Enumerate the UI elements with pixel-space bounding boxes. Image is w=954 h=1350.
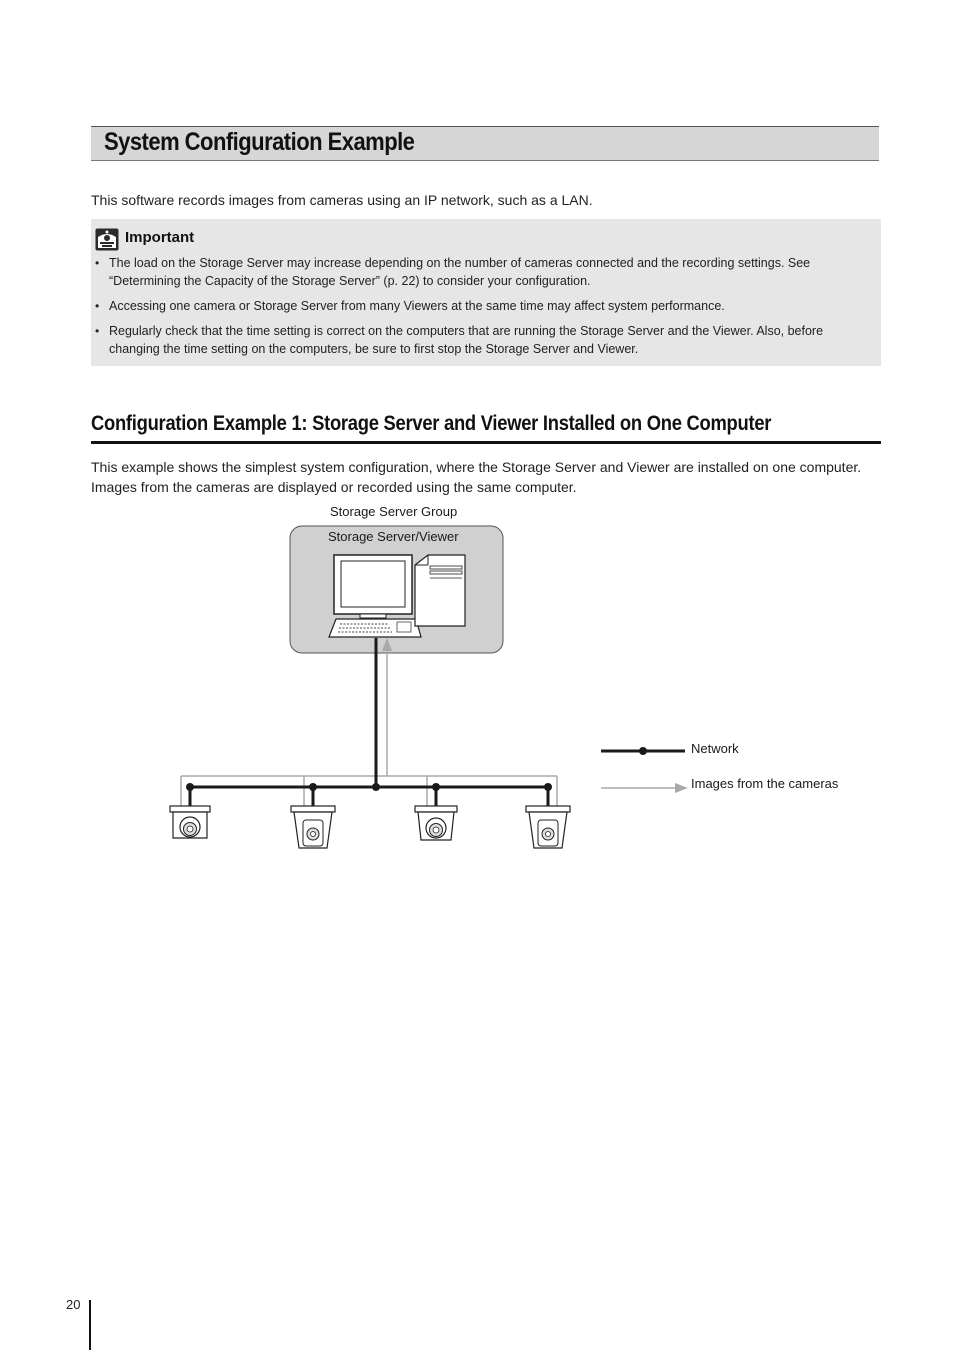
images-from-cameras-lines — [181, 648, 557, 806]
example1-heading-text: Configuration Example 1: Storage Server and Viewer Installed on One Computer — [91, 412, 772, 435]
monitor-icon — [334, 555, 412, 618]
server-tower-icon — [415, 555, 465, 626]
example1-description: This example shows the simplest system configuration, where the Storage Server and Viewer are installed on one computer. Images from the cameras are displayed or recorded using the same computer. — [91, 459, 862, 495]
section-title: System Configuration Example — [104, 128, 415, 156]
camera-icon — [170, 806, 210, 838]
important-item: • The load on the Storage Server may increase depending on the number of cameras connected and the recording settings. See “Determining the Capacity of the Storage Server” (p. 22) to consider your configuration. — [91, 254, 871, 290]
page-number: 20 — [66, 1297, 81, 1312]
camera-icon — [291, 806, 335, 848]
legend-images-arrow — [601, 783, 688, 793]
keyboard-icon — [329, 619, 421, 637]
storage-server-group-label: Storage Server Group — [330, 504, 458, 519]
camera-icon — [415, 806, 457, 840]
legend-network-line — [601, 747, 685, 755]
camera-icon — [526, 806, 570, 848]
legend-images-label: Images from the cameras — [691, 776, 839, 791]
important-item: • Regularly check that the time setting is correct on the computers that are running the Storage Server and the Viewer. Also, before changing the time setting on the computers, be sure to first stop the Storage Server and Viewer. — [91, 322, 871, 358]
network-lines — [190, 638, 548, 806]
intro-paragraph: This software records images from cameras using an IP network, such as a LAN. — [91, 192, 593, 208]
storage-server-viewer-label: Storage Server/Viewer — [328, 529, 459, 544]
page-rule — [89, 1300, 91, 1350]
important-item: • Accessing one camera or Storage Server from many Viewers at the same time may affect system performance. — [91, 297, 871, 315]
important-title: Important — [125, 229, 195, 246]
legend-network-label: Network — [691, 741, 739, 756]
